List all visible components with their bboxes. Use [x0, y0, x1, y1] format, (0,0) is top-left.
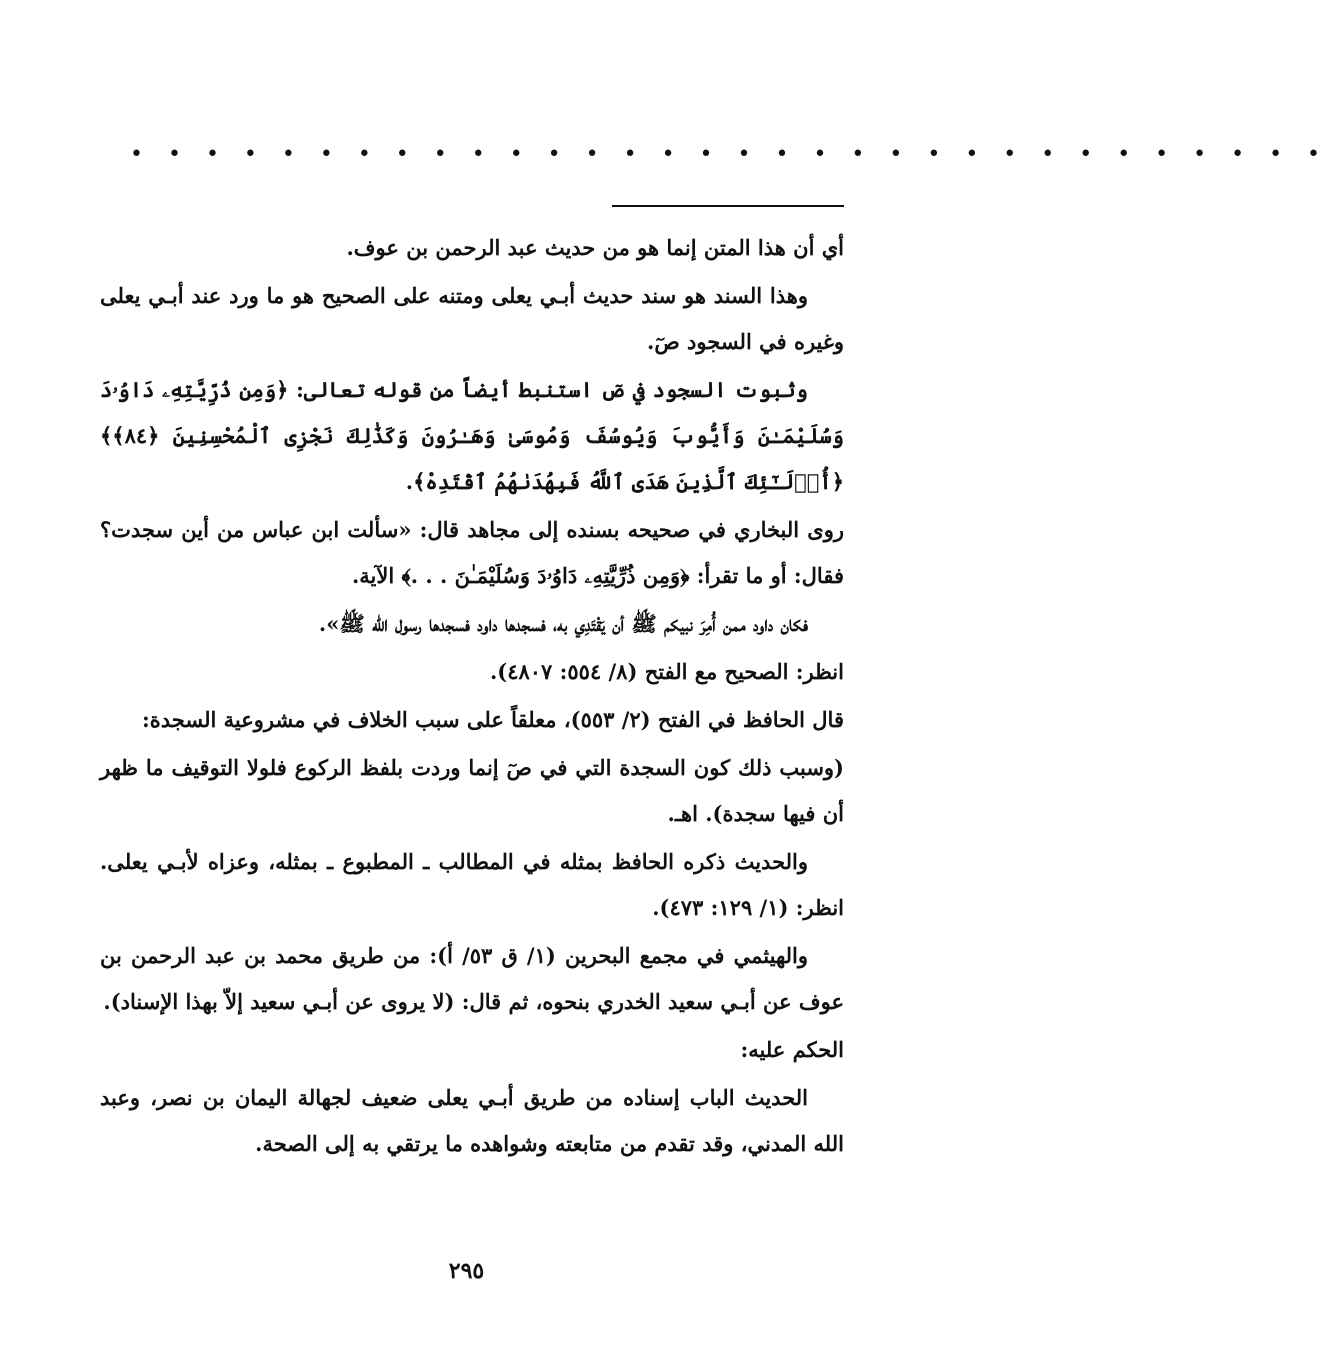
page-number: ٢٩٥	[448, 1258, 485, 1284]
section-heading: الحكم عليه:	[740, 1037, 844, 1062]
separator-dots: • • • • • • • • • • • • • • • • • • • • • • • • • • • • • • • •	[130, 142, 1329, 167]
paragraph-11: الحديث الباب إسناده من طريق أبـي يعلى ضعيف لجهالة اليمان بن نصر، وعبد الله المدني، وقد تقدم من متابعته وشواهده ما يرتقي به إلى الصحة.	[100, 1085, 844, 1156]
paragraph-3: وثبوت السجود في صٓ استنبط أيضاً من قوله تعالى: ﴿وَمِن ذُرِّيَّتِهِۦ دَاوُۥدَ وَسُلَيْمَـٰنَ وَأَيُّوبَ وَيُوسُفَ وَمُوسَىٰ وَهَـٰرُونَ وَكَذَٰلِكَ نَجْزِى ٱلْمُحْسِنِينَ ﴿٨٤﴾﴾ ﴿أُو۟لَـٰٓئِكَ ٱلَّذِينَ هَدَى ٱللَّهُ فَبِهُدَىٰهُمُ ٱقْتَدِهْ﴾.	[100, 377, 844, 494]
paragraph-9: والحديث ذكره الحافظ بمثله في المطالب ـ المطبوع ـ بمثله، وعزاه لأبـي يعلى. انظر: (١/ ١٢٩: ٤٧٣).	[100, 849, 844, 920]
footnote-rule	[612, 205, 844, 207]
paragraph-1: أي أن هذا المتن إنما هو من حديث عبد الرحمن بن عوف.	[346, 235, 844, 260]
paragraph-8: (وسبب ذلك كون السجدة التي في صٓ إنما وردت بلفظ الركوع فلولا التوقيف ما ظهر أن فيها سجدة). اهـ.	[100, 755, 844, 826]
paragraph-6: انظر: الصحيح مع الفتح (٨/ ٥٥٤: ٤٨٠٧).	[489, 659, 844, 684]
paragraph-4: روى البخاري في صحيحه بسنده إلى مجاهد قال: «سألت ابن عباس من أين سجدت؟ فقال: أو ما تقرأ: ﴿وَمِن ذُرِّيَّتِهِۦ دَاوُۥدَ وَسُلَيْمَـٰنَ . . .﴾ الآية.	[100, 517, 844, 588]
body-text	[100, 225, 844, 1169]
paragraph-10: والهيثمي في مجمع البحرين (١/ ق ٥٣/ أ): من طريق محمد بن عبد الرحمن بن عوف عن أبـي سعيد الخدري بنحوه، ثم قال: (لا يروى عن أبـي سعيد إلاّ بهذا الإسناد).	[100, 943, 844, 1014]
paragraph-2: وهذا السند هو سند حديث أبـي يعلى ومتنه على الصحيح هو ما ورد عند أبـي يعلى وغيره في السجود صٓ.	[100, 283, 844, 354]
paragraph-7: قال الحافظ في الفتح (٢/ ٥٥٣)، معلقاً على سبب الخلاف في مشروعية السجدة:	[142, 707, 844, 732]
paragraph-5: فكان داود ممن أُمِرَ نبيكم ﷺ أن يَقْتَدِي به، فسجدها داود فسجدها رسول الله ﷺ».	[318, 611, 808, 636]
